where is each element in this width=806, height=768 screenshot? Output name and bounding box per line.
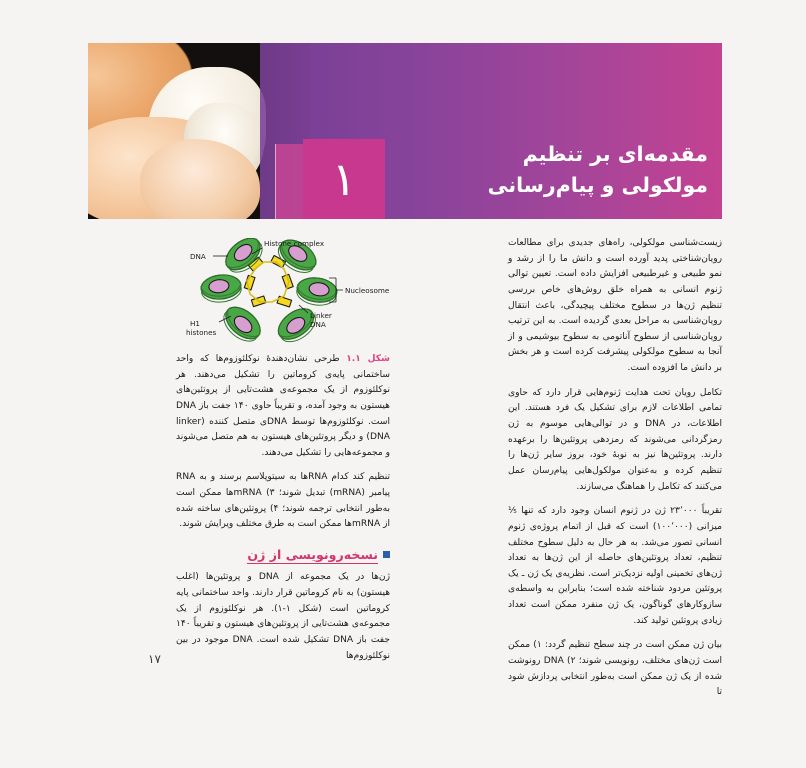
section-heading-text: نسخه‌رونویسی از ژن	[247, 547, 378, 563]
label-h1-line2: histones	[186, 328, 217, 337]
label-histone-complex: Histone complex	[264, 239, 325, 248]
nucleosome-unit	[218, 301, 266, 347]
label-nucleosome: Nucleosome	[345, 286, 390, 295]
right-column	[508, 236, 722, 701]
right-paragraph-4: بیان ژن ممکن است در چند سطح تنظیم گردد: ۱) ممکن است ژن‌های مختلف، رونویسی شوند؛ ۲) DNA رونوشت شده از یک ژن ممکن است به‌طور انتخابی پردازش شود تا	[508, 640, 723, 698]
label-h1-line1: H1	[190, 319, 200, 328]
left-column	[176, 352, 390, 664]
linker-dna-segments	[244, 256, 293, 307]
chapter-title-line-1: مقدمه‌ای بر تنظیم	[522, 142, 708, 166]
page-number: ۱۷	[148, 652, 161, 666]
chapter-header-banner	[88, 43, 722, 219]
label-linker-line2: DNA	[310, 320, 326, 329]
nucleosome-unit	[295, 275, 338, 307]
right-paragraph-3: تقریباً ۲۳٬۰۰۰ ژن در ژنوم انسان وجود دارد که تنها ⅕ میزانی (۱۰۰٬۰۰۰) است که قبل از اتمام پروژه‌ی ژنوم انسانی تصور می‌شد. به هر حال به دلیل سطوح مختلف تنظیم، تعداد پروتئین‌های حاصله از این ژن‌ها به تعداد ژن‌های تخمینی اولیه نزدیک‌تر است. نظریه‌ی یک ژن ـ یک پروتئین مردود شناخته شده است؛ بنابراین به واسطه‌ی سازوکارهای گوناگون، یک ژن منفرد ممکن است تعداد زیادی پروتئین تولید کند.	[508, 506, 722, 626]
chapter-title-line-2: مولکولی و پیام‌رسانی	[487, 173, 708, 198]
figure-caption	[176, 352, 390, 461]
right-paragraph-2: تکامل رویان تحت هدایت ژنوم‌هایی قرار دارد که حاوی تمامی اطلاعات لازم برای تشکیل یک فرد هستند. این اطلاعات، در DNA و در توالی‌هایی موسوم به ژن رمزگردانی می‌شوند که رمزدهی پروتئین‌ها را برعهده دارند. پروتئین‌ها نیز به نوبهٔ خود، بروز سایر ژن‌ها را تنظیم کرده و به‌عنوان مولکول‌هایی پیام‌رسان عمل می‌کنند که تکامل را هماهنگ می‌سازند.	[508, 387, 723, 492]
section-bullet-icon	[383, 551, 390, 558]
left-section-paragraph-1: ژن‌ها در یک مجموعه از DNA و پروتئین‌ها (اغلب هیستون) به نام کروماتین قرار دارند. واحد ساختمانی پایه کروماتین است (شکل ۱-۱). هر نوکلئوزوم از یک مجموعه‌ی هشت‌تایی از پروتئین‌های هیستون و تقریباً ۱۴۰ جفت باز DNA تشکیل شده است. DNA موجود در بین نوکلئوزوم‌ها	[176, 572, 391, 661]
label-dna: DNA	[190, 252, 206, 261]
nucleosome-unit	[220, 238, 268, 278]
chapter-number: ۱	[331, 152, 357, 206]
label-linker-line1: Linker	[310, 311, 332, 320]
figure-caption-text: طرحی نشان‌دهندهٔ نوکلئوزوم‌ها که واحد ساختمانی پایه‌ی کروماتین را تشکیل می‌دهند. هر نوکلئوزوم از یک مجموعه‌ی هشت‌تایی از پروتئین‌های هیستون به وجود آمده، و تقریباً حاوی ۱۴۰ جفت باز DNA است. نوکلئوزوم‌ها توسط DNA‌ی متصل کننده (linker DNA) و دیگر پروتئین‌های هیستون به هم متصل می‌شوند و مجموعه‌هایی را تشکیل می‌دهند.	[176, 354, 390, 458]
nucleosome-unit	[200, 273, 243, 304]
figure-caption-label: شکل ۱.۱	[346, 354, 390, 364]
left-paragraph-1: تنظیم کند کدام RNAها به سیتوپلاسم برسند و به RNA پیامبر (mRNA) تبدیل شوند؛ ۳) mRNAها ممکن است به‌طور انتخابی ترجمه شوند؛ ۴) پروتئین‌های ساخته شده از mRNAها ممکن است به طرق مختلف ویرایش شوند.	[176, 472, 391, 530]
nucleosome-figure	[186, 238, 392, 350]
right-paragraph-1: زیست‌شناسی مولکولی، راه‌های جدیدی برای مطالعات رویان‌شناختی پدید آورده است و دانش ما را از رشد و نمو طبیعی و غیرطبیعی افزایش داده است. تعیین توالی ژنوم انسانی به همراه خلق روش‌های خاص بررسی تنظیم ژن‌ها در سطوح مختلف پیچیدگی، باعث انتقال رویان‌شناسی به مراحل بعدی گردیده است. به این ترتیب رویان‌شناسی از سطوح آناتومی به سطوح بیوشیمی و از آنجا به سطوح مولکولی پیشرفت کرده است و هر بخش بر دانش ما افزوده است.	[508, 238, 722, 374]
section-heading-transcription	[176, 547, 390, 563]
nucleosome-diagram-svg	[186, 238, 392, 350]
chapter-title	[378, 139, 708, 201]
